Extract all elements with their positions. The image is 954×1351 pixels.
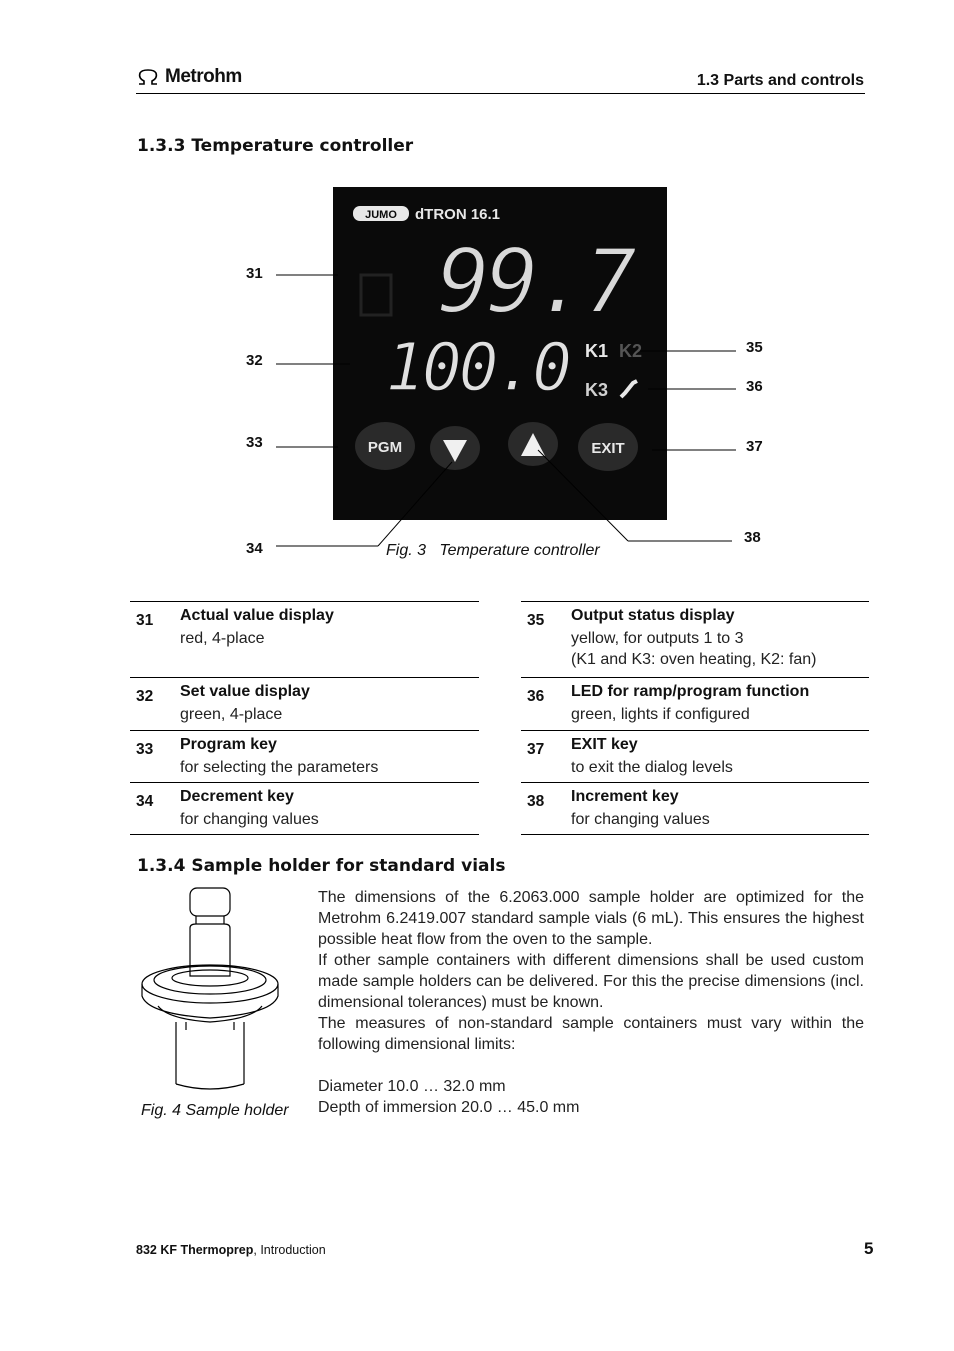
part-desc: for changing values	[571, 811, 710, 828]
part-number: 32	[136, 688, 154, 705]
footer-product-name: 832 KF Thermoprep	[136, 1243, 254, 1257]
running-header: 1.3 Parts and controls	[696, 72, 864, 89]
page-number: 5	[864, 1239, 874, 1258]
part-desc: for changing values	[180, 811, 319, 828]
part-number: 34	[136, 793, 154, 810]
part-title: Decrement key	[180, 788, 294, 805]
part-number: 38	[527, 793, 545, 810]
part-desc: green, 4-place	[180, 706, 283, 723]
part-row-36	[521, 677, 869, 730]
part-title: Actual value display	[180, 607, 334, 624]
callout-leader-lines	[0, 0, 954, 600]
part-title: Program key	[180, 736, 277, 753]
paragraph: The dimensions of the 6.2063.000 sample holder are optimized for the Metrohm 6.2419.007 standard sample vials (6 mL). This ensures the highest possible heat flow from the oven to the sample.	[318, 889, 864, 948]
callout-35: 35	[746, 339, 763, 356]
actual-value-readout: 99.7	[437, 230, 633, 333]
part-desc-line: (K1 and K3: oven heating, K2: fan)	[571, 651, 817, 668]
part-row-38	[521, 782, 869, 835]
footer-product	[136, 1243, 326, 1257]
callout-38: 38	[744, 529, 761, 546]
paragraph: If other sample containers with different dimensions shall be used custom made sample holders can be delivered. For this the precise dimensions (incl. dimensional tolerances) must be known.	[318, 952, 864, 1011]
part-desc: green, lights if configured	[571, 706, 750, 723]
exit-label: EXIT	[591, 440, 625, 457]
part-title: Set value display	[180, 683, 310, 700]
part-row-34	[130, 782, 479, 835]
part-title: LED for ramp/program function	[571, 683, 810, 700]
part-desc-line: yellow, for outputs 1 to 3	[571, 630, 744, 647]
part-number: 31	[136, 612, 154, 629]
part-desc: to exit the dialog levels	[571, 759, 733, 776]
part-title: EXIT key	[571, 736, 638, 753]
section-heading-334: 1.3.4 Sample holder for standard vials	[137, 856, 506, 876]
part-row-33	[130, 730, 479, 782]
k3-indicator: K3	[585, 380, 609, 400]
callout-36: 36	[746, 378, 763, 395]
part-row-35	[521, 601, 869, 677]
part-row-31	[130, 601, 479, 677]
part-number: 37	[527, 741, 545, 758]
paragraph: The measures of non-standard sample containers must vary within the following dimensional limits:	[318, 1015, 864, 1053]
part-title: Output status display	[571, 607, 735, 624]
part-title: Increment key	[571, 788, 679, 805]
callout-32: 32	[246, 352, 263, 369]
footer-chapter: , Introduction	[253, 1243, 326, 1257]
part-desc: for selecting the parameters	[180, 759, 379, 776]
part-number: 36	[527, 688, 545, 705]
callout-37: 37	[746, 438, 763, 455]
set-value-readout: 100.0	[385, 329, 569, 406]
model-text: dTRON 16.1	[415, 206, 501, 223]
part-number: 35	[527, 612, 545, 629]
logo-text: Metrohm	[165, 66, 242, 87]
parts-table-left	[130, 601, 479, 835]
callout-31: 31	[246, 265, 263, 282]
pgm-label: PGM	[367, 439, 403, 456]
jumo-text: JUMO	[365, 209, 397, 221]
k1-indicator: K1	[585, 341, 609, 361]
figure-3-caption: Fig. 3 Temperature controller	[386, 542, 600, 559]
section-heading-333: 1.3.3 Temperature controller	[137, 136, 414, 156]
part-number: 33	[136, 741, 154, 758]
part-desc: red, 4-place	[180, 630, 265, 647]
parts-table-right	[521, 601, 869, 835]
sample-holder-drawing	[138, 884, 294, 1094]
limit-depth: Depth of immersion 20.0 … 45.0 mm	[318, 1099, 580, 1116]
part-desc	[571, 628, 817, 670]
part-row-32	[130, 677, 479, 730]
k2-indicator: K2	[619, 341, 643, 361]
callout-34: 34	[246, 540, 263, 557]
callout-33: 33	[246, 434, 263, 451]
limit-diameter: Diameter 10.0 … 32.0 mm	[318, 1078, 506, 1095]
sample-holder-text	[318, 887, 864, 1118]
figure-4-caption: Fig. 4 Sample holder	[141, 1102, 289, 1119]
part-row-37	[521, 730, 869, 782]
